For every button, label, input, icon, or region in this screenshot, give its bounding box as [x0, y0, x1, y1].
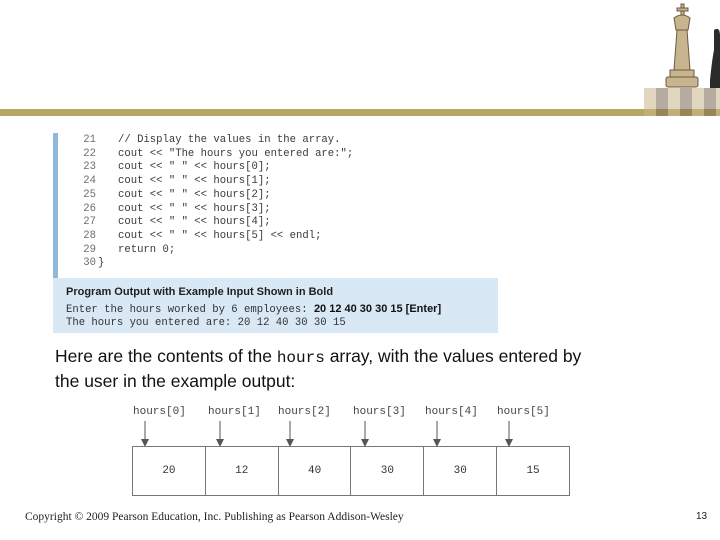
arrow-down-icon [360, 421, 370, 447]
arrow-down-icon [140, 421, 150, 447]
arrow-down-icon [215, 421, 225, 447]
array-label: hours[5] [497, 406, 550, 418]
array-cells [132, 446, 570, 496]
line-number: 29 [83, 243, 96, 256]
code-text: cout << " " << hours[4]; [118, 216, 271, 229]
body-code-word: hours [276, 349, 325, 367]
code-text: cout << " " << hours[3]; [118, 202, 271, 215]
body-paragraph [55, 345, 595, 393]
code-line [58, 257, 105, 271]
line-number: 28 [83, 229, 96, 242]
array-cell: 12 [206, 447, 279, 495]
array-cell: 15 [526, 465, 540, 477]
code-line [58, 243, 176, 258]
program-output-result: The hours you entered are: 20 12 40 30 30 15 [66, 317, 346, 329]
line-number: 23 [83, 161, 96, 174]
program-output-title: Program Output with Example Input Shown in Bold [66, 286, 334, 298]
array-cell: 20 [133, 447, 206, 495]
copyright-footer: Copyright © 2009 Pearson Education, Inc. Publishing as Pearson Addison-Wesley [25, 511, 404, 523]
code-text: cout << "The hours you entered are:"; [118, 147, 354, 160]
body-text-after: array, with the values entered by the user in the example output: [55, 346, 582, 391]
array-label: hours[2] [278, 406, 331, 418]
array-label: hours[0] [133, 406, 186, 418]
array-label: hours[3] [353, 406, 406, 418]
chess-pieces-icon [644, 0, 720, 116]
array-label: hours[1] [208, 406, 261, 418]
code-text: cout << " " << hours[5] << endl; [118, 229, 322, 242]
code-text: cout << " " << hours[1]; [118, 175, 271, 188]
program-output-prompt: Enter the hours worked by 6 employees: [66, 304, 314, 316]
code-line [58, 229, 322, 244]
program-output-prompt-line [66, 303, 441, 316]
code-line [58, 188, 271, 203]
body-text-before: Here are the contents of the [55, 346, 277, 366]
code-line [58, 175, 271, 189]
program-output-input: 20 12 40 30 30 15 [Enter] [313, 303, 442, 315]
array-cell: 30 [351, 447, 424, 495]
arrow-down-icon [504, 421, 514, 447]
array-cell: 30 [424, 447, 497, 495]
code-text: cout << " " << hours[2]; [118, 188, 271, 201]
array-label: hours[4] [425, 406, 478, 418]
code-text: return 0; [118, 243, 176, 256]
array-cell: 40 [279, 447, 352, 495]
line-number: 22 [83, 147, 96, 160]
header-band [0, 109, 720, 116]
program-output-box [53, 278, 498, 333]
code-text: // Display the values in the array. [118, 134, 341, 146]
line-number: 27 [83, 216, 96, 229]
code-listing [53, 133, 503, 278]
code-line [58, 202, 271, 217]
code-text: cout << " " << hours[0]; [118, 161, 271, 174]
page-number: 13 [696, 511, 708, 522]
code-text: } [98, 257, 105, 270]
line-number: 25 [83, 188, 96, 201]
code-line [58, 134, 341, 148]
line-number: 30 [83, 257, 96, 270]
arrow-down-icon [432, 421, 442, 447]
line-number: 26 [83, 202, 96, 215]
line-number: 21 [83, 134, 96, 146]
arrow-down-icon [285, 421, 295, 447]
code-line [58, 161, 271, 175]
code-line [58, 216, 271, 230]
code-line [58, 147, 354, 162]
line-number: 24 [83, 175, 96, 188]
